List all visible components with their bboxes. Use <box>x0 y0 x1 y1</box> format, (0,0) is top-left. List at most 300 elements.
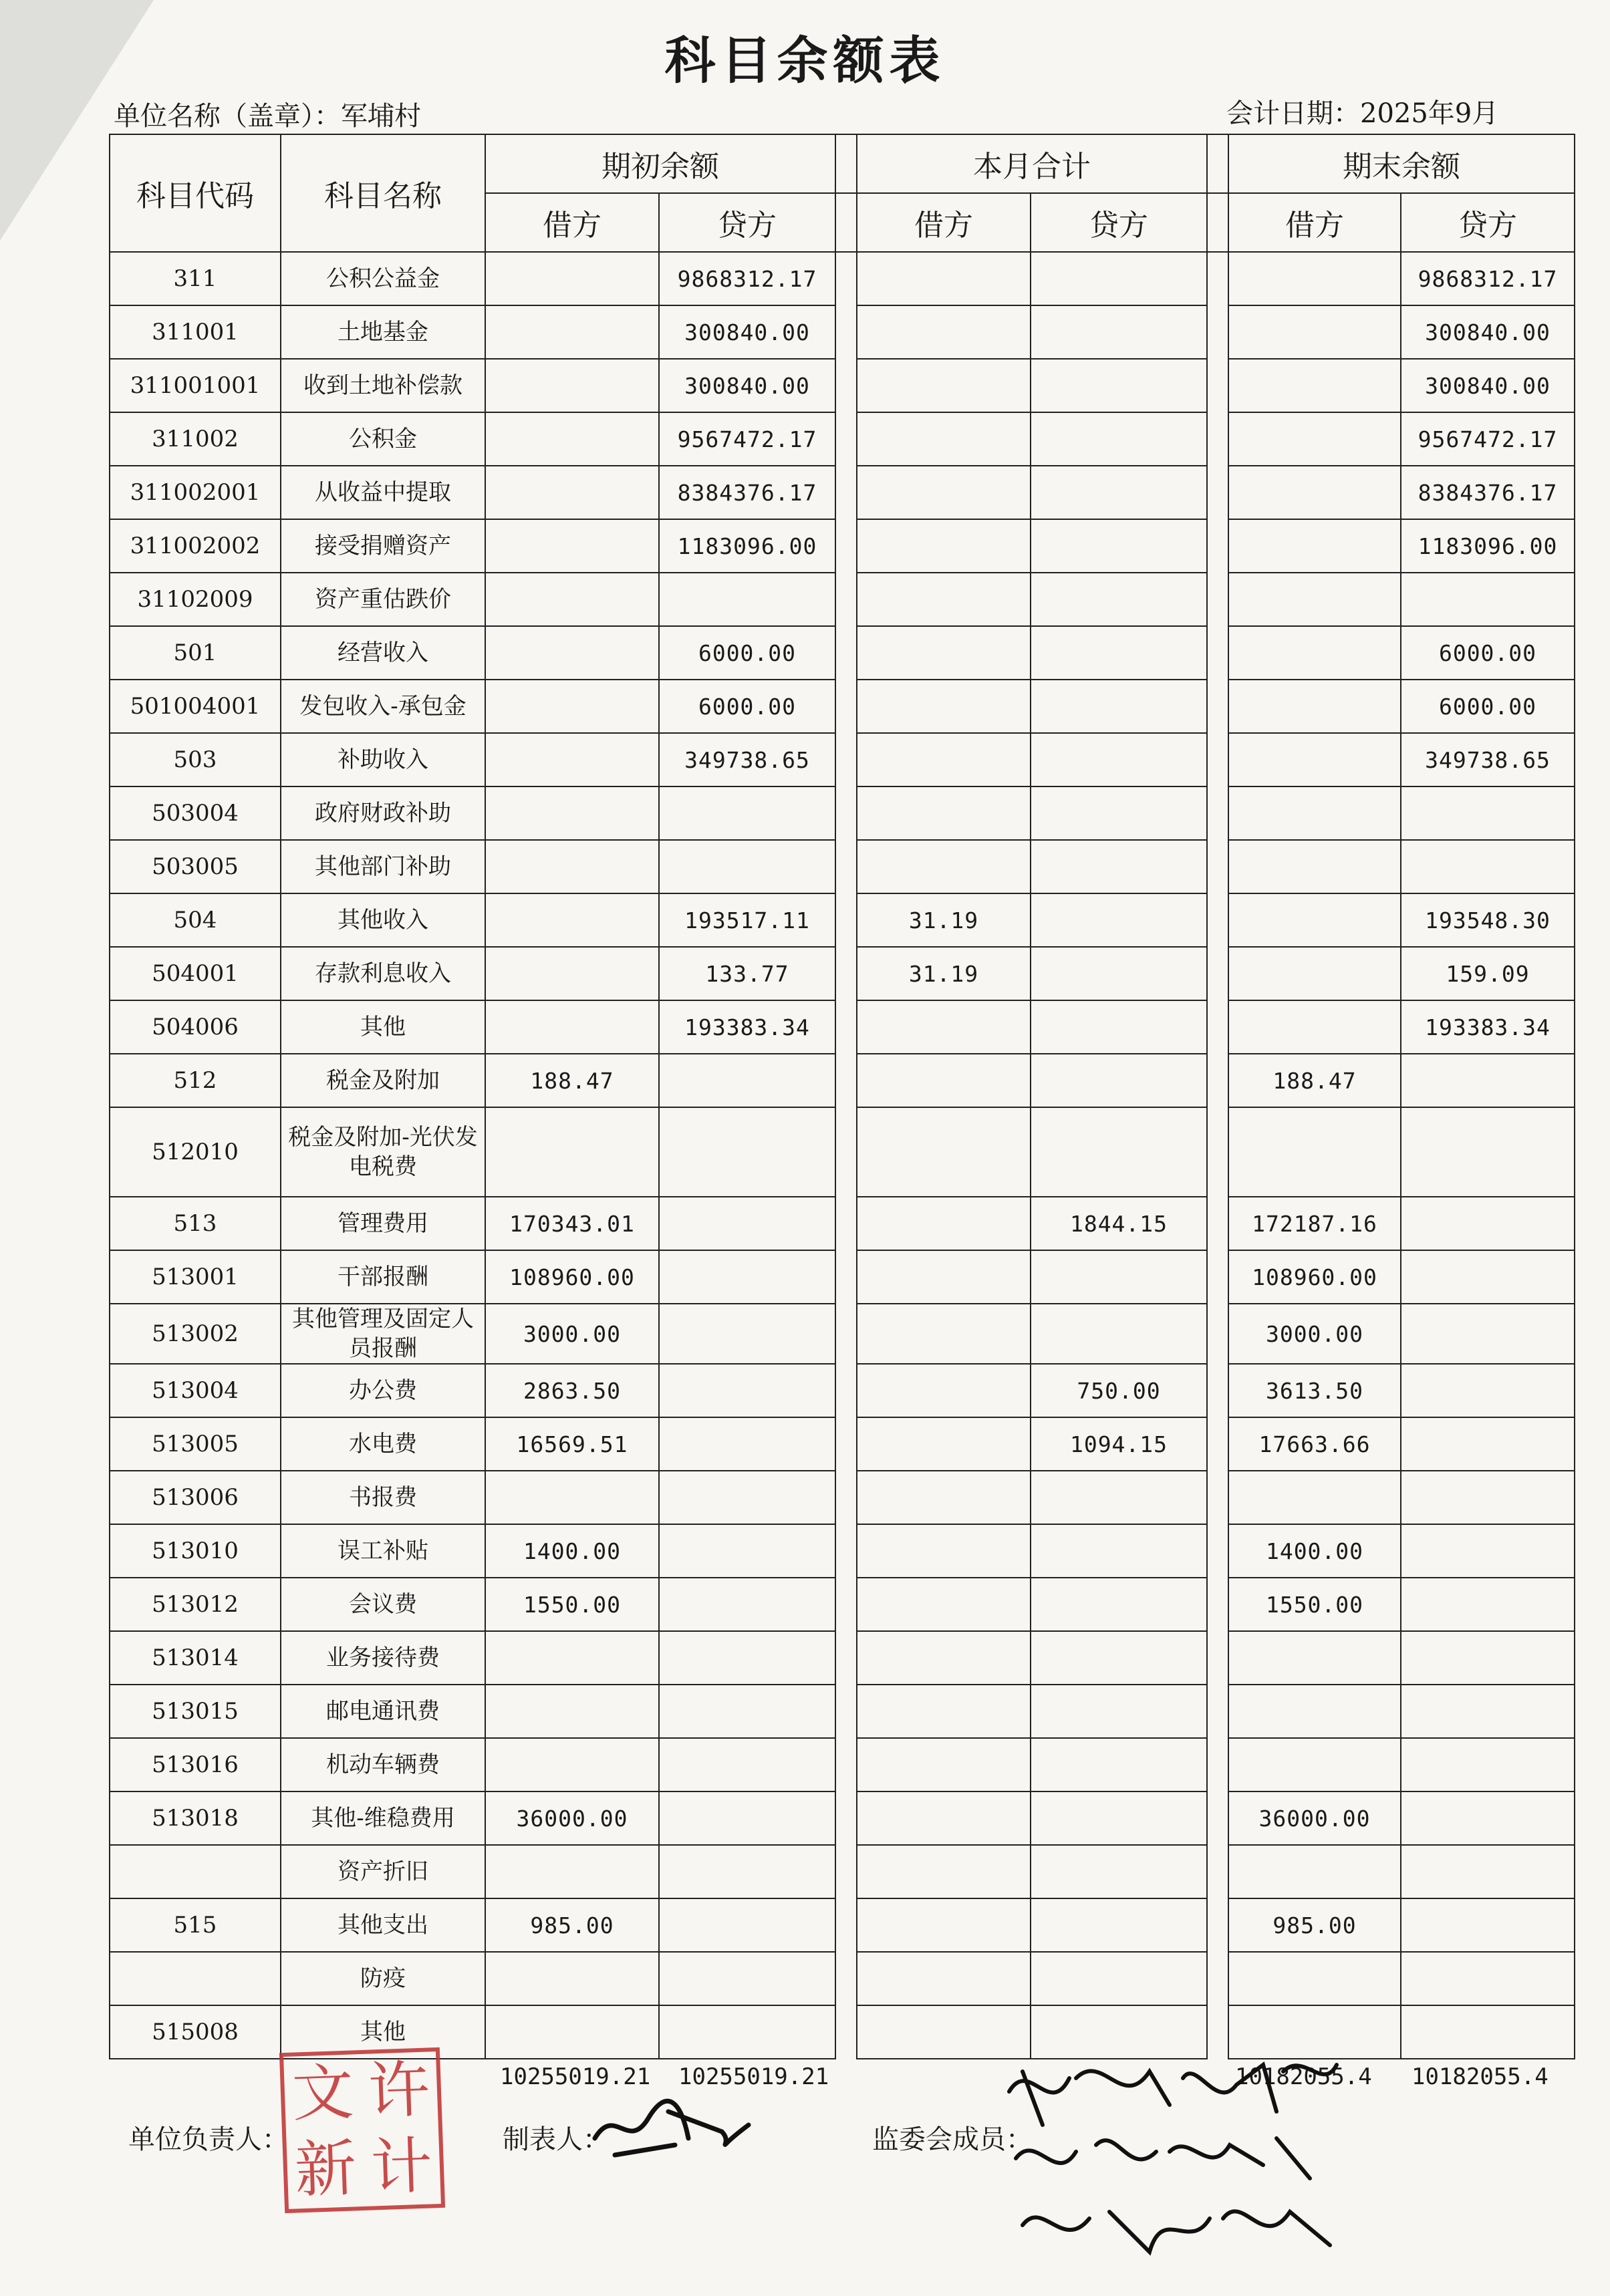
opening-debit-cell <box>485 1471 659 1524</box>
closing-credit-cell <box>1401 1197 1575 1250</box>
opening-debit-cell: 16569.51 <box>485 1417 659 1471</box>
opening-credit-cell <box>659 1738 835 1791</box>
closing-debit-cell <box>1228 626 1401 680</box>
opening-credit-cell <box>659 840 835 893</box>
closing-debit-cell <box>1228 1471 1401 1524</box>
closing-credit-cell <box>1401 1304 1575 1364</box>
name-cell: 公积金 <box>281 412 485 466</box>
column-gap <box>835 1738 857 1791</box>
opening-credit-cell <box>659 1578 835 1631</box>
code-cell: 513010 <box>110 1524 281 1578</box>
column-gap <box>1207 2005 1228 2059</box>
opening-credit-cell: 9868312.17 <box>659 252 835 305</box>
head-label: 单位负责人： <box>128 2124 289 2155</box>
code-cell: 501004001 <box>110 680 281 733</box>
closing-debit-cell <box>1228 1107 1401 1197</box>
column-gap <box>835 1417 857 1471</box>
table-row <box>110 1952 1575 2005</box>
month-debit-cell <box>857 1631 1031 1685</box>
closing-credit-cell <box>1401 1791 1575 1845</box>
code-cell: 311002001 <box>110 466 281 519</box>
total-opening-debit: 10255019.21 <box>500 2063 651 2090</box>
month-debit-cell <box>857 680 1031 733</box>
opening-debit-cell <box>485 680 659 733</box>
column-gap <box>835 626 857 680</box>
closing-credit-cell <box>1401 1578 1575 1631</box>
column-gap <box>1207 1250 1228 1304</box>
code-cell: 512 <box>110 1054 281 1107</box>
opening-credit-cell <box>659 1417 835 1471</box>
month-credit-cell <box>1031 1054 1207 1107</box>
month-credit-cell <box>1031 466 1207 519</box>
month-credit-cell: 1844.15 <box>1031 1197 1207 1250</box>
opening-credit-cell: 9567472.17 <box>659 412 835 466</box>
unit-name: 军埔村 <box>341 101 421 132</box>
seal-char: 新 <box>293 2132 358 2206</box>
opening-debit-cell <box>485 733 659 786</box>
opening-credit-cell: 8384376.17 <box>659 466 835 519</box>
column-gap <box>1207 1471 1228 1524</box>
opening-debit-cell <box>485 1738 659 1791</box>
table-row <box>110 786 1575 840</box>
column-gap <box>835 1845 857 1898</box>
month-credit-cell <box>1031 626 1207 680</box>
month-credit-cell: 1094.15 <box>1031 1417 1207 1471</box>
opening-credit-cell <box>659 1250 835 1304</box>
column-gap <box>1207 1524 1228 1578</box>
name-cell: 其他部门补助 <box>281 840 485 893</box>
column-gap <box>1207 1738 1228 1791</box>
month-debit-cell <box>857 1578 1031 1631</box>
column-gap <box>835 1304 857 1364</box>
table-row <box>110 1054 1575 1107</box>
month-debit-cell <box>857 1000 1031 1054</box>
name-cell: 其他管理及固定人员报酬 <box>281 1304 485 1364</box>
table-row <box>110 359 1575 412</box>
column-gap <box>835 1685 857 1738</box>
month-credit-cell <box>1031 305 1207 359</box>
column-gap <box>835 1107 857 1197</box>
opening-credit-cell: 193517.11 <box>659 893 835 947</box>
total-closing-debit: 10182055.4 <box>1235 2063 1372 2090</box>
header-opening-debit: 借方 <box>485 193 659 252</box>
name-cell: 政府财政补助 <box>281 786 485 840</box>
opening-debit-cell <box>485 1631 659 1685</box>
column-gap <box>1207 466 1228 519</box>
month-debit-cell <box>857 733 1031 786</box>
opening-debit-cell <box>485 840 659 893</box>
red-seal <box>279 2047 445 2213</box>
column-gap <box>835 1952 857 2005</box>
column-gap <box>1207 1631 1228 1685</box>
opening-debit-cell <box>485 893 659 947</box>
closing-credit-cell: 8384376.17 <box>1401 466 1575 519</box>
closing-credit-cell <box>1401 1250 1575 1304</box>
month-credit-cell <box>1031 1898 1207 1952</box>
opening-debit-cell <box>485 626 659 680</box>
name-cell: 书报费 <box>281 1471 485 1524</box>
column-gap <box>1207 947 1228 1000</box>
column-gap <box>1207 359 1228 412</box>
table-row <box>110 947 1575 1000</box>
month-debit-cell <box>857 1471 1031 1524</box>
month-credit-cell <box>1031 1471 1207 1524</box>
opening-debit-cell <box>485 466 659 519</box>
code-cell: 513002 <box>110 1304 281 1364</box>
opening-credit-cell: 6000.00 <box>659 626 835 680</box>
column-gap <box>1207 1107 1228 1197</box>
opening-debit-cell: 36000.00 <box>485 1791 659 1845</box>
column-gap <box>835 1471 857 1524</box>
name-cell: 收到土地补偿款 <box>281 359 485 412</box>
code-cell: 513016 <box>110 1738 281 1791</box>
closing-debit-cell <box>1228 2005 1401 2059</box>
header-code: 科目代码 <box>110 134 281 252</box>
opening-debit-cell: 188.47 <box>485 1054 659 1107</box>
opening-debit-cell: 108960.00 <box>485 1250 659 1304</box>
column-gap <box>1207 134 1228 193</box>
closing-credit-cell <box>1401 840 1575 893</box>
month-credit-cell: 750.00 <box>1031 1364 1207 1417</box>
code-cell: 501 <box>110 626 281 680</box>
closing-credit-cell: 349738.65 <box>1401 733 1575 786</box>
opening-credit-cell <box>659 1791 835 1845</box>
month-debit-cell <box>857 1524 1031 1578</box>
table-row <box>110 519 1575 573</box>
opening-credit-cell <box>659 786 835 840</box>
column-gap <box>1207 733 1228 786</box>
column-gap <box>1207 1952 1228 2005</box>
opening-debit-cell <box>485 359 659 412</box>
opening-credit-cell <box>659 1898 835 1952</box>
month-credit-cell <box>1031 1000 1207 1054</box>
month-credit-cell <box>1031 1250 1207 1304</box>
committee-label: 监委会成员： <box>872 2124 1033 2155</box>
opening-credit-cell <box>659 1685 835 1738</box>
closing-credit-cell: 193548.30 <box>1401 893 1575 947</box>
closing-credit-cell <box>1401 1738 1575 1791</box>
name-cell: 其他-维稳费用 <box>281 1791 485 1845</box>
code-cell: 513012 <box>110 1578 281 1631</box>
code-cell: 513004 <box>110 1364 281 1417</box>
column-gap <box>1207 193 1228 252</box>
month-debit-cell <box>857 1107 1031 1197</box>
opening-debit-cell <box>485 252 659 305</box>
closing-debit-cell <box>1228 412 1401 466</box>
column-gap <box>835 1791 857 1845</box>
column-gap <box>835 412 857 466</box>
closing-debit-cell <box>1228 573 1401 626</box>
column-gap <box>835 519 857 573</box>
column-gap <box>1207 412 1228 466</box>
code-cell <box>110 1952 281 2005</box>
column-gap <box>1207 252 1228 305</box>
closing-debit-cell <box>1228 519 1401 573</box>
month-debit-cell: 31.19 <box>857 947 1031 1000</box>
opening-credit-cell <box>659 1952 835 2005</box>
column-gap <box>835 2005 857 2059</box>
column-gap <box>1207 519 1228 573</box>
closing-credit-cell <box>1401 1524 1575 1578</box>
column-gap <box>835 1898 857 1952</box>
name-cell: 从收益中提取 <box>281 466 485 519</box>
table-row <box>110 252 1575 305</box>
closing-debit-cell <box>1228 1738 1401 1791</box>
table-row <box>110 1250 1575 1304</box>
opening-credit-cell: 349738.65 <box>659 733 835 786</box>
month-credit-cell <box>1031 359 1207 412</box>
opening-credit-cell: 1183096.00 <box>659 519 835 573</box>
code-cell: 515 <box>110 1898 281 1952</box>
closing-debit-cell <box>1228 1000 1401 1054</box>
code-cell: 503005 <box>110 840 281 893</box>
month-debit-cell <box>857 252 1031 305</box>
column-gap <box>835 134 857 193</box>
closing-credit-cell: 9567472.17 <box>1401 412 1575 466</box>
opening-credit-cell <box>659 1471 835 1524</box>
name-cell: 接受捐赠资产 <box>281 519 485 573</box>
column-gap <box>835 1578 857 1631</box>
header-closing: 期末余额 <box>1228 134 1575 193</box>
column-gap <box>1207 305 1228 359</box>
code-cell: 513006 <box>110 1471 281 1524</box>
month-debit-cell <box>857 626 1031 680</box>
opening-credit-cell: 300840.00 <box>659 359 835 412</box>
table-row <box>110 1524 1575 1578</box>
name-cell: 业务接待费 <box>281 1631 485 1685</box>
unit-label: 单位名称（盖章）： <box>114 101 341 132</box>
closing-credit-cell: 6000.00 <box>1401 626 1575 680</box>
closing-credit-cell <box>1401 1364 1575 1417</box>
column-gap <box>835 893 857 947</box>
name-cell: 水电费 <box>281 1417 485 1471</box>
column-gap <box>835 1054 857 1107</box>
table-body <box>110 252 1575 2059</box>
header-month-credit: 贷方 <box>1031 193 1207 252</box>
closing-debit-cell <box>1228 786 1401 840</box>
opening-credit-cell <box>659 2005 835 2059</box>
opening-debit-cell <box>485 519 659 573</box>
closing-credit-cell <box>1401 1952 1575 2005</box>
closing-debit-cell: 1400.00 <box>1228 1524 1401 1578</box>
closing-debit-cell <box>1228 893 1401 947</box>
month-credit-cell <box>1031 947 1207 1000</box>
column-gap <box>835 359 857 412</box>
date-value: 2025年9月 <box>1360 98 1499 129</box>
month-credit-cell <box>1031 680 1207 733</box>
month-credit-cell <box>1031 1304 1207 1364</box>
date-label: 会计日期： <box>1226 98 1360 129</box>
name-cell: 存款利息收入 <box>281 947 485 1000</box>
month-debit-cell <box>857 1791 1031 1845</box>
code-cell: 504 <box>110 893 281 947</box>
column-gap <box>835 1364 857 1417</box>
name-cell: 其他收入 <box>281 893 485 947</box>
code-cell: 504001 <box>110 947 281 1000</box>
header-closing-credit: 贷方 <box>1401 193 1575 252</box>
month-credit-cell <box>1031 733 1207 786</box>
column-gap <box>1207 893 1228 947</box>
date-info <box>1226 92 1498 130</box>
column-gap <box>1207 1054 1228 1107</box>
month-credit-cell <box>1031 2005 1207 2059</box>
closing-debit-cell <box>1228 1845 1401 1898</box>
month-debit-cell <box>857 840 1031 893</box>
name-cell: 经营收入 <box>281 626 485 680</box>
column-gap <box>835 1000 857 1054</box>
total-closing-credit: 10182055.4 <box>1412 2063 1549 2090</box>
name-cell: 税金及附加 <box>281 1054 485 1107</box>
code-cell: 503004 <box>110 786 281 840</box>
closing-debit-cell <box>1228 1685 1401 1738</box>
closing-credit-cell <box>1401 1054 1575 1107</box>
closing-debit-cell: 108960.00 <box>1228 1250 1401 1304</box>
column-gap <box>835 1197 857 1250</box>
table-row <box>110 893 1575 947</box>
table-row <box>110 840 1575 893</box>
code-cell: 503 <box>110 733 281 786</box>
month-credit-cell <box>1031 1791 1207 1845</box>
code-cell: 513005 <box>110 1417 281 1471</box>
month-debit-cell <box>857 1738 1031 1791</box>
closing-debit-cell: 985.00 <box>1228 1898 1401 1952</box>
name-cell: 土地基金 <box>281 305 485 359</box>
column-gap <box>1207 1898 1228 1952</box>
table-row <box>110 1738 1575 1791</box>
total-opening-credit: 10255019.21 <box>678 2063 829 2090</box>
column-gap <box>835 466 857 519</box>
opening-debit-cell <box>485 1000 659 1054</box>
month-debit-cell <box>857 359 1031 412</box>
closing-credit-cell <box>1401 2005 1575 2059</box>
opening-debit-cell: 1550.00 <box>485 1578 659 1631</box>
closing-debit-cell <box>1228 1631 1401 1685</box>
opening-debit-cell: 1400.00 <box>485 1524 659 1578</box>
month-credit-cell <box>1031 1952 1207 2005</box>
month-debit-cell <box>857 1898 1031 1952</box>
column-gap <box>1207 1791 1228 1845</box>
table-row <box>110 626 1575 680</box>
closing-debit-cell <box>1228 733 1401 786</box>
month-credit-cell <box>1031 1685 1207 1738</box>
name-cell: 防疫 <box>281 1952 485 2005</box>
closing-credit-cell <box>1401 786 1575 840</box>
table-row <box>110 1304 1575 1364</box>
table-row <box>110 1898 1575 1952</box>
opening-debit-cell <box>485 1685 659 1738</box>
month-credit-cell <box>1031 252 1207 305</box>
code-cell: 504006 <box>110 1000 281 1054</box>
header-month-debit: 借方 <box>857 193 1031 252</box>
opening-debit-cell <box>485 2005 659 2059</box>
column-gap <box>1207 1685 1228 1738</box>
opening-debit-cell <box>485 1952 659 2005</box>
column-gap <box>835 840 857 893</box>
closing-debit-cell: 1550.00 <box>1228 1578 1401 1631</box>
opening-debit-cell: 2863.50 <box>485 1364 659 1417</box>
table-row <box>110 1578 1575 1631</box>
opening-credit-cell: 300840.00 <box>659 305 835 359</box>
month-debit-cell <box>857 1250 1031 1304</box>
month-debit-cell <box>857 466 1031 519</box>
closing-debit-cell: 3613.50 <box>1228 1364 1401 1417</box>
opening-credit-cell: 133.77 <box>659 947 835 1000</box>
table-row <box>110 1631 1575 1685</box>
opening-credit-cell <box>659 1845 835 1898</box>
closing-credit-cell: 1183096.00 <box>1401 519 1575 573</box>
closing-debit-cell <box>1228 1952 1401 2005</box>
month-credit-cell <box>1031 893 1207 947</box>
page-title: 科目余额表 <box>664 31 946 90</box>
closing-debit-cell <box>1228 252 1401 305</box>
closing-debit-cell <box>1228 466 1401 519</box>
name-cell: 补助收入 <box>281 733 485 786</box>
month-credit-cell <box>1031 1845 1207 1898</box>
unit-info <box>114 95 421 133</box>
column-gap <box>1207 1417 1228 1471</box>
name-cell: 会议费 <box>281 1578 485 1631</box>
closing-debit-cell: 17663.66 <box>1228 1417 1401 1471</box>
opening-credit-cell <box>659 1304 835 1364</box>
column-gap <box>835 947 857 1000</box>
table-row <box>110 412 1575 466</box>
opening-debit-cell <box>485 1107 659 1197</box>
table-row <box>110 1845 1575 1898</box>
column-gap <box>1207 786 1228 840</box>
opening-debit-cell <box>485 1845 659 1898</box>
code-cell <box>110 1845 281 1898</box>
closing-debit-cell <box>1228 947 1401 1000</box>
closing-credit-cell: 6000.00 <box>1401 680 1575 733</box>
month-debit-cell <box>857 1364 1031 1417</box>
column-gap <box>1207 1578 1228 1631</box>
header-month: 本月合计 <box>857 134 1207 193</box>
closing-debit-cell <box>1228 680 1401 733</box>
opening-credit-cell <box>659 1631 835 1685</box>
column-gap <box>1207 680 1228 733</box>
table-row <box>110 1685 1575 1738</box>
closing-credit-cell <box>1401 1417 1575 1471</box>
code-cell: 311002 <box>110 412 281 466</box>
name-cell: 办公费 <box>281 1364 485 1417</box>
opening-credit-cell: 6000.00 <box>659 680 835 733</box>
closing-debit-cell <box>1228 305 1401 359</box>
header-opening: 期初余额 <box>485 134 835 193</box>
month-debit-cell <box>857 519 1031 573</box>
closing-debit-cell: 3000.00 <box>1228 1304 1401 1364</box>
month-debit-cell <box>857 573 1031 626</box>
name-cell: 发包收入-承包金 <box>281 680 485 733</box>
closing-debit-cell <box>1228 359 1401 412</box>
month-debit-cell <box>857 1685 1031 1738</box>
opening-debit-cell: 3000.00 <box>485 1304 659 1364</box>
closing-credit-cell: 300840.00 <box>1401 305 1575 359</box>
opening-credit-cell <box>659 1107 835 1197</box>
name-cell: 误工补贴 <box>281 1524 485 1578</box>
column-gap <box>1207 1197 1228 1250</box>
table-row <box>110 1000 1575 1054</box>
table-row <box>110 305 1575 359</box>
name-cell: 其他 <box>281 1000 485 1054</box>
month-debit-cell <box>857 786 1031 840</box>
closing-credit-cell: 9868312.17 <box>1401 252 1575 305</box>
month-credit-cell <box>1031 1107 1207 1197</box>
opening-debit-cell <box>485 412 659 466</box>
column-gap <box>835 680 857 733</box>
closing-credit-cell <box>1401 1685 1575 1738</box>
committee-signatures <box>996 2051 1343 2279</box>
column-gap <box>835 573 857 626</box>
